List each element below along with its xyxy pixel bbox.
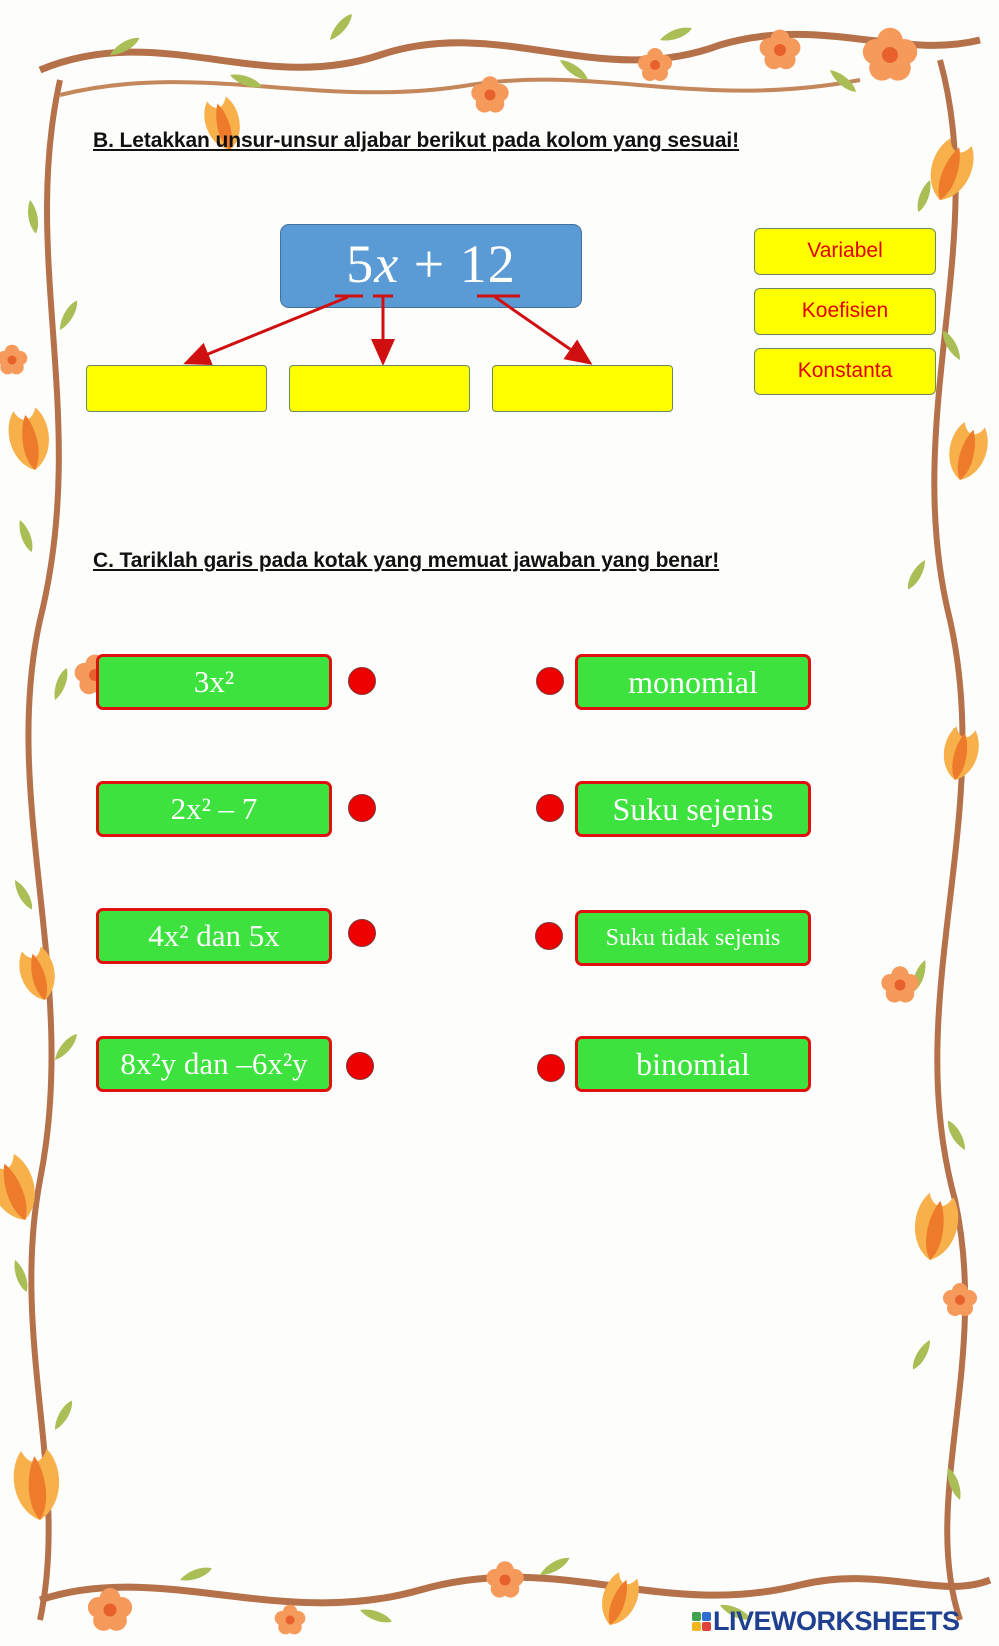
liveworksheets-logo-icon	[692, 1612, 711, 1631]
expression-coefficient: 5	[346, 234, 375, 294]
expression-variable: x	[374, 234, 400, 294]
right-connector-dot-1[interactable]	[536, 667, 564, 695]
liveworksheets-logo	[692, 1605, 960, 1637]
left-connector-dot-1[interactable]	[348, 667, 376, 695]
right-connector-dot-2[interactable]	[536, 794, 564, 822]
left-connector-dot-2[interactable]	[348, 794, 376, 822]
right-item-4[interactable]: binomial	[575, 1036, 811, 1092]
tag-konstanta[interactable]: Konstanta	[754, 348, 936, 395]
expression-box	[280, 224, 582, 308]
left-item-2[interactable]: 2x² – 7	[96, 781, 332, 837]
left-connector-dot-4[interactable]	[346, 1052, 374, 1080]
right-connector-dot-3[interactable]	[535, 922, 563, 950]
tag-koefisien[interactable]: Koefisien	[754, 288, 936, 335]
expression-text	[281, 233, 581, 295]
drop-zone-2[interactable]	[289, 365, 470, 412]
tag-variabel[interactable]: Variabel	[754, 228, 936, 275]
logo-text: LIVEWORKSHEETS	[713, 1605, 960, 1636]
left-connector-dot-3[interactable]	[348, 919, 376, 947]
drop-zone-1[interactable]	[86, 365, 267, 412]
section-b-heading: B. Letakkan unsur-unsur aljabar berikut pada kolom yang sesuai!	[93, 129, 740, 152]
right-item-2[interactable]: Suku sejenis	[575, 781, 811, 837]
right-connector-dot-4[interactable]	[537, 1054, 565, 1082]
right-item-3[interactable]: Suku tidak sejenis	[575, 910, 811, 966]
left-item-3[interactable]: 4x² dan 5x	[96, 908, 332, 964]
right-item-1[interactable]: monomial	[575, 654, 811, 710]
left-item-4[interactable]: 8x²y dan –6x²y	[96, 1036, 332, 1092]
expression-rest: + 12	[399, 234, 516, 294]
drop-zone-3[interactable]	[492, 365, 673, 412]
left-item-1[interactable]: 3x²	[96, 654, 332, 710]
section-c-heading: C. Tariklah garis pada kotak yang memuat jawaban yang benar!	[93, 549, 720, 572]
